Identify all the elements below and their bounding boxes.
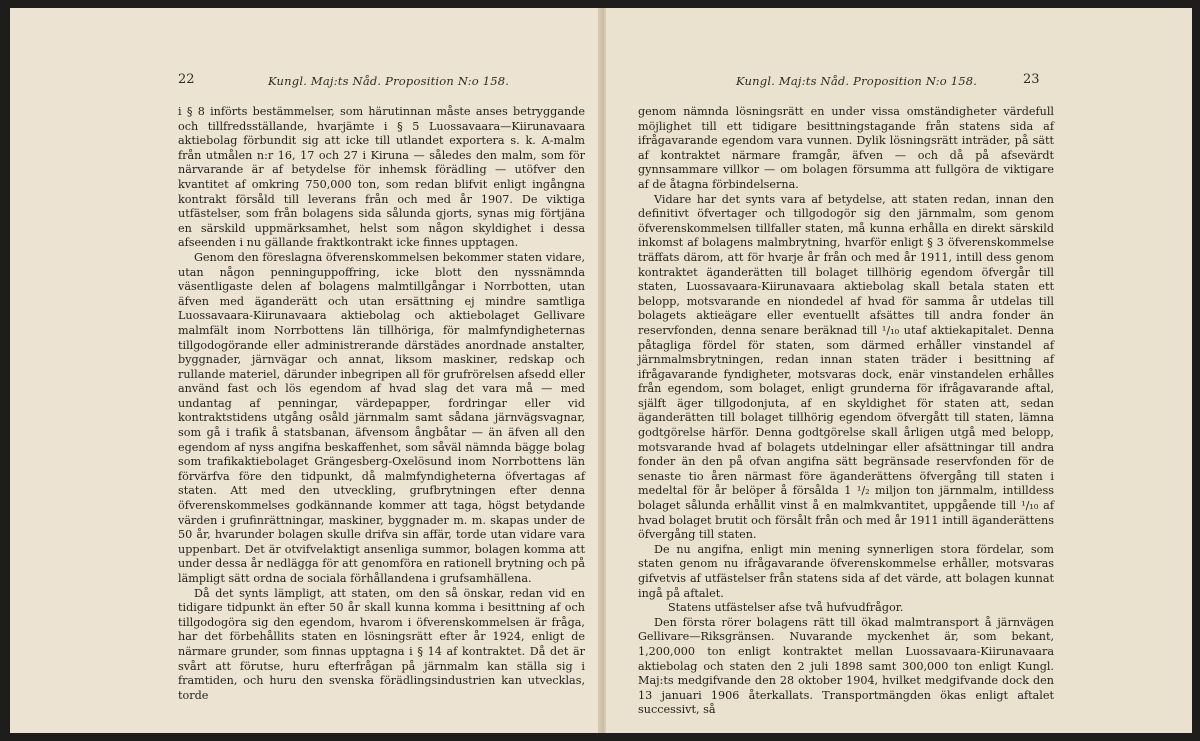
right-page [606, 8, 1192, 733]
left-running-head: Kungl. Maj:ts Nåd. Proposition N:o 158. [268, 74, 510, 88]
left-paragraph-3: Då det synts lämpligt, att staten, om den så önskar, redan vid en tidigare tidpunkt än efter 50 år skall kunna komma i besittning af och tillgodogöra sig den egendom, hvarom i öfverenskommelsen är fråga, har det förbehållits staten en lösningsrätt efter år 1924, enligt de närmare grunder, som finnas upptagna i § 14 af kontraktet. Då det är svårt att förutse, huru efterfrågan på järnmalm kan ställa sig i framtiden, och huru den svenska förädlingsindustrien kan utvecklas, torde [178, 586, 585, 702]
right-paragraph-4: Statens utfästelser afse två hufvudfrågor. [668, 601, 904, 615]
right-page-number: 23 [1023, 72, 1040, 87]
right-page-text [638, 105, 1054, 718]
left-paragraph-1: i § 8 införts bestämmelser, som härutinnan måste anses betryggande och tillfredsställande, hvarjämte i § 5 Luossavaara—Kiirunavaara aktiebolag förbundit sig att icke till utlandet exportera s. k. A-malm från utmålen n:r 16, 17 och 27 i Kiruna — således den malm, som för närvarande är af betydelse för inhemsk förädling — utöfver den kvantitet af omkring 750,000 ton, som redan blifvit enligt ingångna kontrakt försåld till leverans från och med år 1907. De viktiga utfästelser, som från bolagens sida sålunda gjorts, synas mig förtjäna en särskild uppmärksamhet, helst som någon skyldighet i dessa afseenden i nu gällande fraktkontrakt icke finnes upptagen. [178, 105, 585, 250]
book-spread [10, 8, 1192, 733]
right-running-head: Kungl. Maj:ts Nåd. Proposition N:o 158. [736, 74, 978, 88]
left-page-number: 22 [178, 72, 195, 87]
left-paragraph-2: Genom den föreslagna öfverenskommelsen bekommer staten vidare, utan någon penninguppoffring, icke blott den nyssnämnda väsentligaste delen af bolagens malmtillgångar i Norrbotten, utan äfven med äganderätt och utan ersättning ej mindre samtliga Luossavaara-Kiirunavaara aktiebolag och aktiebolaget Gellivare malmfält inom Norrbottens län tillhöriga, för malmfyndigheternas tillgodogörande eller administrerande därstädes anordnade anstalter, byggnader, järnvägar och annat, liksom maskiner, redskap och rullande materiel, därunder inbegripen all för grufrörelsen afsedd eller använd fast och lös egendom af hvad slag det vara må — med undantag af penningar, värdepapper, fordringar eller vid kontraktstidens utgång osåld järnmalm samt sådana järnvägsvagnar, som gå i trafik å statsbanan, äfvensom ångbåtar — än äfven all den egendom af nyss angifna beskaffenhet, som såväl nämnda bägge bolag som trafikaktiebolaget Grängesberg-Oxelösund inom Norrbottens län förvärfva före den tidpunkt, då malmfyndigheterna öfvertagas af staten. Att med den utveckling, grufbrytningen efter denna öfverenskommelses godkännande kommer att taga, högst betydande värden i grufinrättningar, maskiner, byggnader m. m. skapas under de 50 år, hvarunder bolagen skulle drifva sin affär, torde utan vidare vara uppenbart. Det är otvifvelaktigt ansenliga summor, bolagen komma att under dessa år nedlägga för att genomföra en rationell brytning och på lämpligt sätt ordna de sociala förhållandena i grufsamhällena. [178, 250, 585, 585]
right-paragraph-5: Den första rörer bolagens rätt till ökad malmtransport å järnvägen Gellivare—Riksgränsen. Nuvarande myckenhet är, som bekant, 1,200,000 ton enligt kontraktet mellan Luossavaara-Kiirunavaara aktiebolag och staten den 2 juli 1898 samt 300,000 ton enligt Kungl. Maj:ts medgifvande den 28 oktober 1904, hvilket medgifvande dock den 13 januari 1906 återkallats. Transportmängden ökas enligt aftalet successivt, så [638, 615, 1054, 717]
right-paragraph-2: Vidare har det synts vara af betydelse, att staten redan, innan den definitivt öfvertager och tillgodogör sig den järnmalm, som genom öfverenskommelsen tillfaller staten, må kunna erhålla en direkt särskild inkomst af bolagens malmbrytning, hvarför enligt § 3 öfverenskommelse träffats därom, att för hvarje år från och med år 1911, intill dess genom kontraktet äganderätten till bolaget tillhörig egendom öfvergår till staten, Luossavaara-Kiirunavaara aktiebolag skall betala staten ett belopp, motsvarande en niondedel af hvad för samma år utdelas till bolagets aktieägare eller eventuellt afsättes till andra fonder än reservfonden, denna senare beräknad till ¹/₁₀ utaf aktiekapitalet. Denna påtagliga fördel för staten, som därmed erhåller vinstandel af järnmalmsbrytningen, redan innan staten träder i besittning af ifrågavarande fyndigheter, motsvaras dock, enär vinstandelen erhålles från egendom, som bolaget, enligt grunderna för ifrågavarande aftal, själft äger tillgodonjuta, af en skyldighet för staten att, sedan äganderätten till bolaget tillhörig egendom öfvergått till staten, lämna godtgörelse härför. Denna godtgörelse skall årligen utgå med belopp, motsvarande hvad af bolagets utdelningar eller afsättningar till andra fonder än den på ofvan angifna sätt begränsade reservfonden för de senaste tio åren närmast före äganderättens öfvergång till staten i medeltal för år belöper å försålda 1 ¹/₂ miljon ton järnmalm, intilldess bolaget sålunda erhållit vinst å en malmkvantitet, uppgående till ¹/₁₀ af hvad bolaget brutit och försålt från och med år 1911 intill äganderättens öfvergång till staten. [638, 192, 1054, 542]
right-paragraph-1: genom nämnda lösningsrätt en under vissa omständigheter värdefull möjlighet till ett tidigare besittningstagande från statens sida af ifrågavarande egendom vara vunnen. Dylik lösningsrätt inträder, på sätt af kontraktet närmare framgår, äfven — och då på afsevärdt gynnsammare villkor — om bolagen försumma att fullgöra de viktigare af de åtagna förbindelserna. [638, 105, 1054, 191]
left-page-text [178, 105, 585, 703]
right-paragraph-3: De nu angifna, enligt min mening synnerligen stora fördelar, som staten genom nu ifrågavarande öfverenskommelse erhåller, motsvaras gifvetvis af utfästelser från statens sida af det värde, att bolagen kunnat ingå på aftalet. [638, 542, 1054, 600]
left-page [10, 8, 600, 733]
